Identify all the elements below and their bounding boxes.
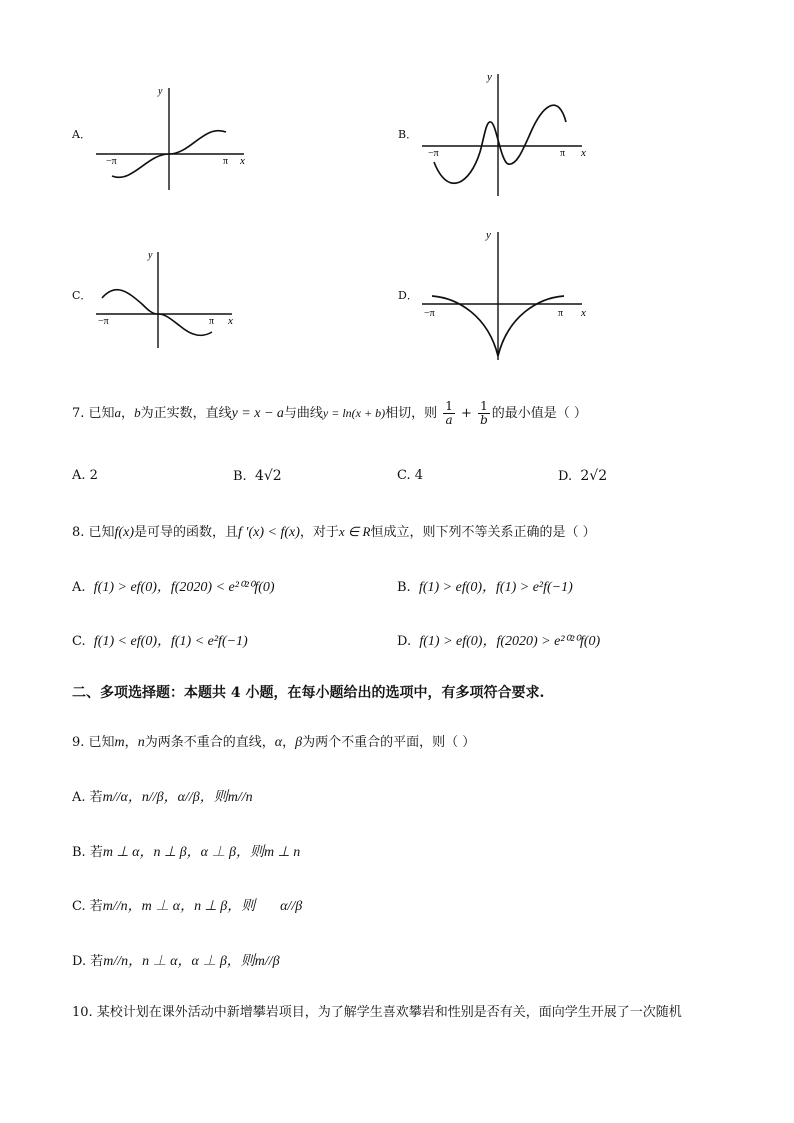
q9-text-5: 为两个不重合的平面，则（ ） xyxy=(302,735,476,750)
q8-condition: f ′(x) < f(x) xyxy=(238,525,300,540)
q9-option-d: D. 若m//n，n ⊥ α，α ⊥ β，则m//β xyxy=(72,954,280,969)
graph-a-x-label: x xyxy=(240,155,245,167)
graph-c-label: C． xyxy=(72,289,92,302)
q7-frac-1-over-a: $\frac{1}{a}$ xyxy=(445,399,453,427)
q8-option-a: A. f(1) > ef(0)，f(2020) < e²⁰²⁰f(0) xyxy=(72,580,275,595)
q7-line-eq: y = x − a xyxy=(231,406,284,421)
graph-a-neg-pi: −π xyxy=(106,156,117,167)
q7-option-b: B. 4√2 xyxy=(233,468,282,484)
graph-b-x-label: x xyxy=(581,147,586,159)
graph-b xyxy=(418,68,598,202)
q7-text-1: 7. 已知 xyxy=(72,406,115,421)
question-9 xyxy=(72,731,475,751)
q7-option-c: C. 4 xyxy=(397,468,424,483)
q7-text-4: 与曲线 xyxy=(283,406,323,421)
graph-c-neg-pi: −π xyxy=(98,316,109,327)
graph-d-y-label: y xyxy=(486,229,491,241)
q7-plus: + xyxy=(461,406,472,421)
q8-text-2: 是可导的函数，且 xyxy=(133,525,238,540)
graph-d-pi: π xyxy=(558,308,564,319)
q9-option-a: A. 若m//α，n//β，α//β，则m//n xyxy=(72,790,253,805)
q8-text-1: 8. 已知 xyxy=(72,525,115,540)
q9-text-1: 9. 已知 xyxy=(72,735,115,750)
question-8 xyxy=(72,521,596,541)
q7-curve-eq: y = ln(x + b) xyxy=(322,406,386,420)
q7-option-d: D. 2√2 xyxy=(558,468,608,484)
q8-option-c: C. f(1) < ef(0)，f(1) < e²f(−1) xyxy=(72,634,248,649)
question-10: 10. 某校计划在课外活动中新增攀岩项目，为了解学生喜欢攀岩和性别是否有关，面向学生开展了一次随机 xyxy=(72,1005,682,1020)
graph-c-pi: π xyxy=(209,316,215,327)
graph-a-y-label: y xyxy=(158,86,163,97)
graph-a-label: A． xyxy=(72,128,91,141)
q8-text-3: ，对于 xyxy=(299,525,339,540)
q7-var-b: b xyxy=(134,405,141,420)
graph-c xyxy=(92,248,242,354)
q9-option-b: B. 若m ⊥ α，n ⊥ β，α ⊥ β，则m ⊥ n xyxy=(72,845,301,860)
graph-b-neg-pi: −π xyxy=(428,148,439,159)
q9-var-m: m xyxy=(114,735,125,750)
q8-text-4: 恒成立，则下列不等关系正确的是（ ） xyxy=(370,525,596,540)
graph-d-x-label: x xyxy=(581,307,586,319)
q9-beta: β xyxy=(295,735,303,750)
graph-d-label: D． xyxy=(398,289,418,302)
q7-text-6: 的最小值是（ ） xyxy=(491,406,587,421)
q9-text-4: ， xyxy=(282,735,296,750)
graph-a xyxy=(92,84,252,198)
q9-text-2: ， xyxy=(124,735,138,750)
graph-d xyxy=(418,226,598,366)
q7-text-2: ， xyxy=(121,406,135,421)
graph-c-y-label: y xyxy=(148,250,153,261)
graph-d-neg-pi: −π xyxy=(424,308,435,319)
q9-text-3: 为两条不重合的直线， xyxy=(144,735,275,750)
q9-var-n: n xyxy=(137,735,145,750)
q8-fx: f(x) xyxy=(114,525,134,540)
q9-alpha: α xyxy=(274,735,283,750)
question-7 xyxy=(72,400,587,427)
q7-var-a: a xyxy=(114,405,122,420)
q7-text-3: 为正实数，直线 xyxy=(140,406,232,421)
graph-b-pi: π xyxy=(560,148,566,159)
q8-option-b: B. f(1) > ef(0)，f(1) > e²f(−1) xyxy=(397,580,573,595)
graph-a-pi: π xyxy=(223,156,229,167)
graph-c-x-label: x xyxy=(228,315,233,327)
graph-b-y-label: y xyxy=(487,71,492,83)
q7-option-a: A. 2 xyxy=(72,468,98,483)
q8-domain: x ∈ R xyxy=(338,524,371,539)
q7-frac-1-over-b: $\frac{1}{b}$ xyxy=(480,399,488,427)
q7-text-5: 相切，则 xyxy=(385,406,438,421)
q8-option-d: D. f(1) > ef(0)，f(2020) > e²⁰²⁰f(0) xyxy=(397,634,601,649)
section-heading: 二、多项选择题：本题共 4 小题，在每小题给出的选项中，有多项符合要求. xyxy=(72,685,545,701)
graph-b-label: B． xyxy=(398,128,418,141)
q9-option-c: C. 若m//n，m ⊥ α，n ⊥ β，则 α//β xyxy=(72,899,303,914)
